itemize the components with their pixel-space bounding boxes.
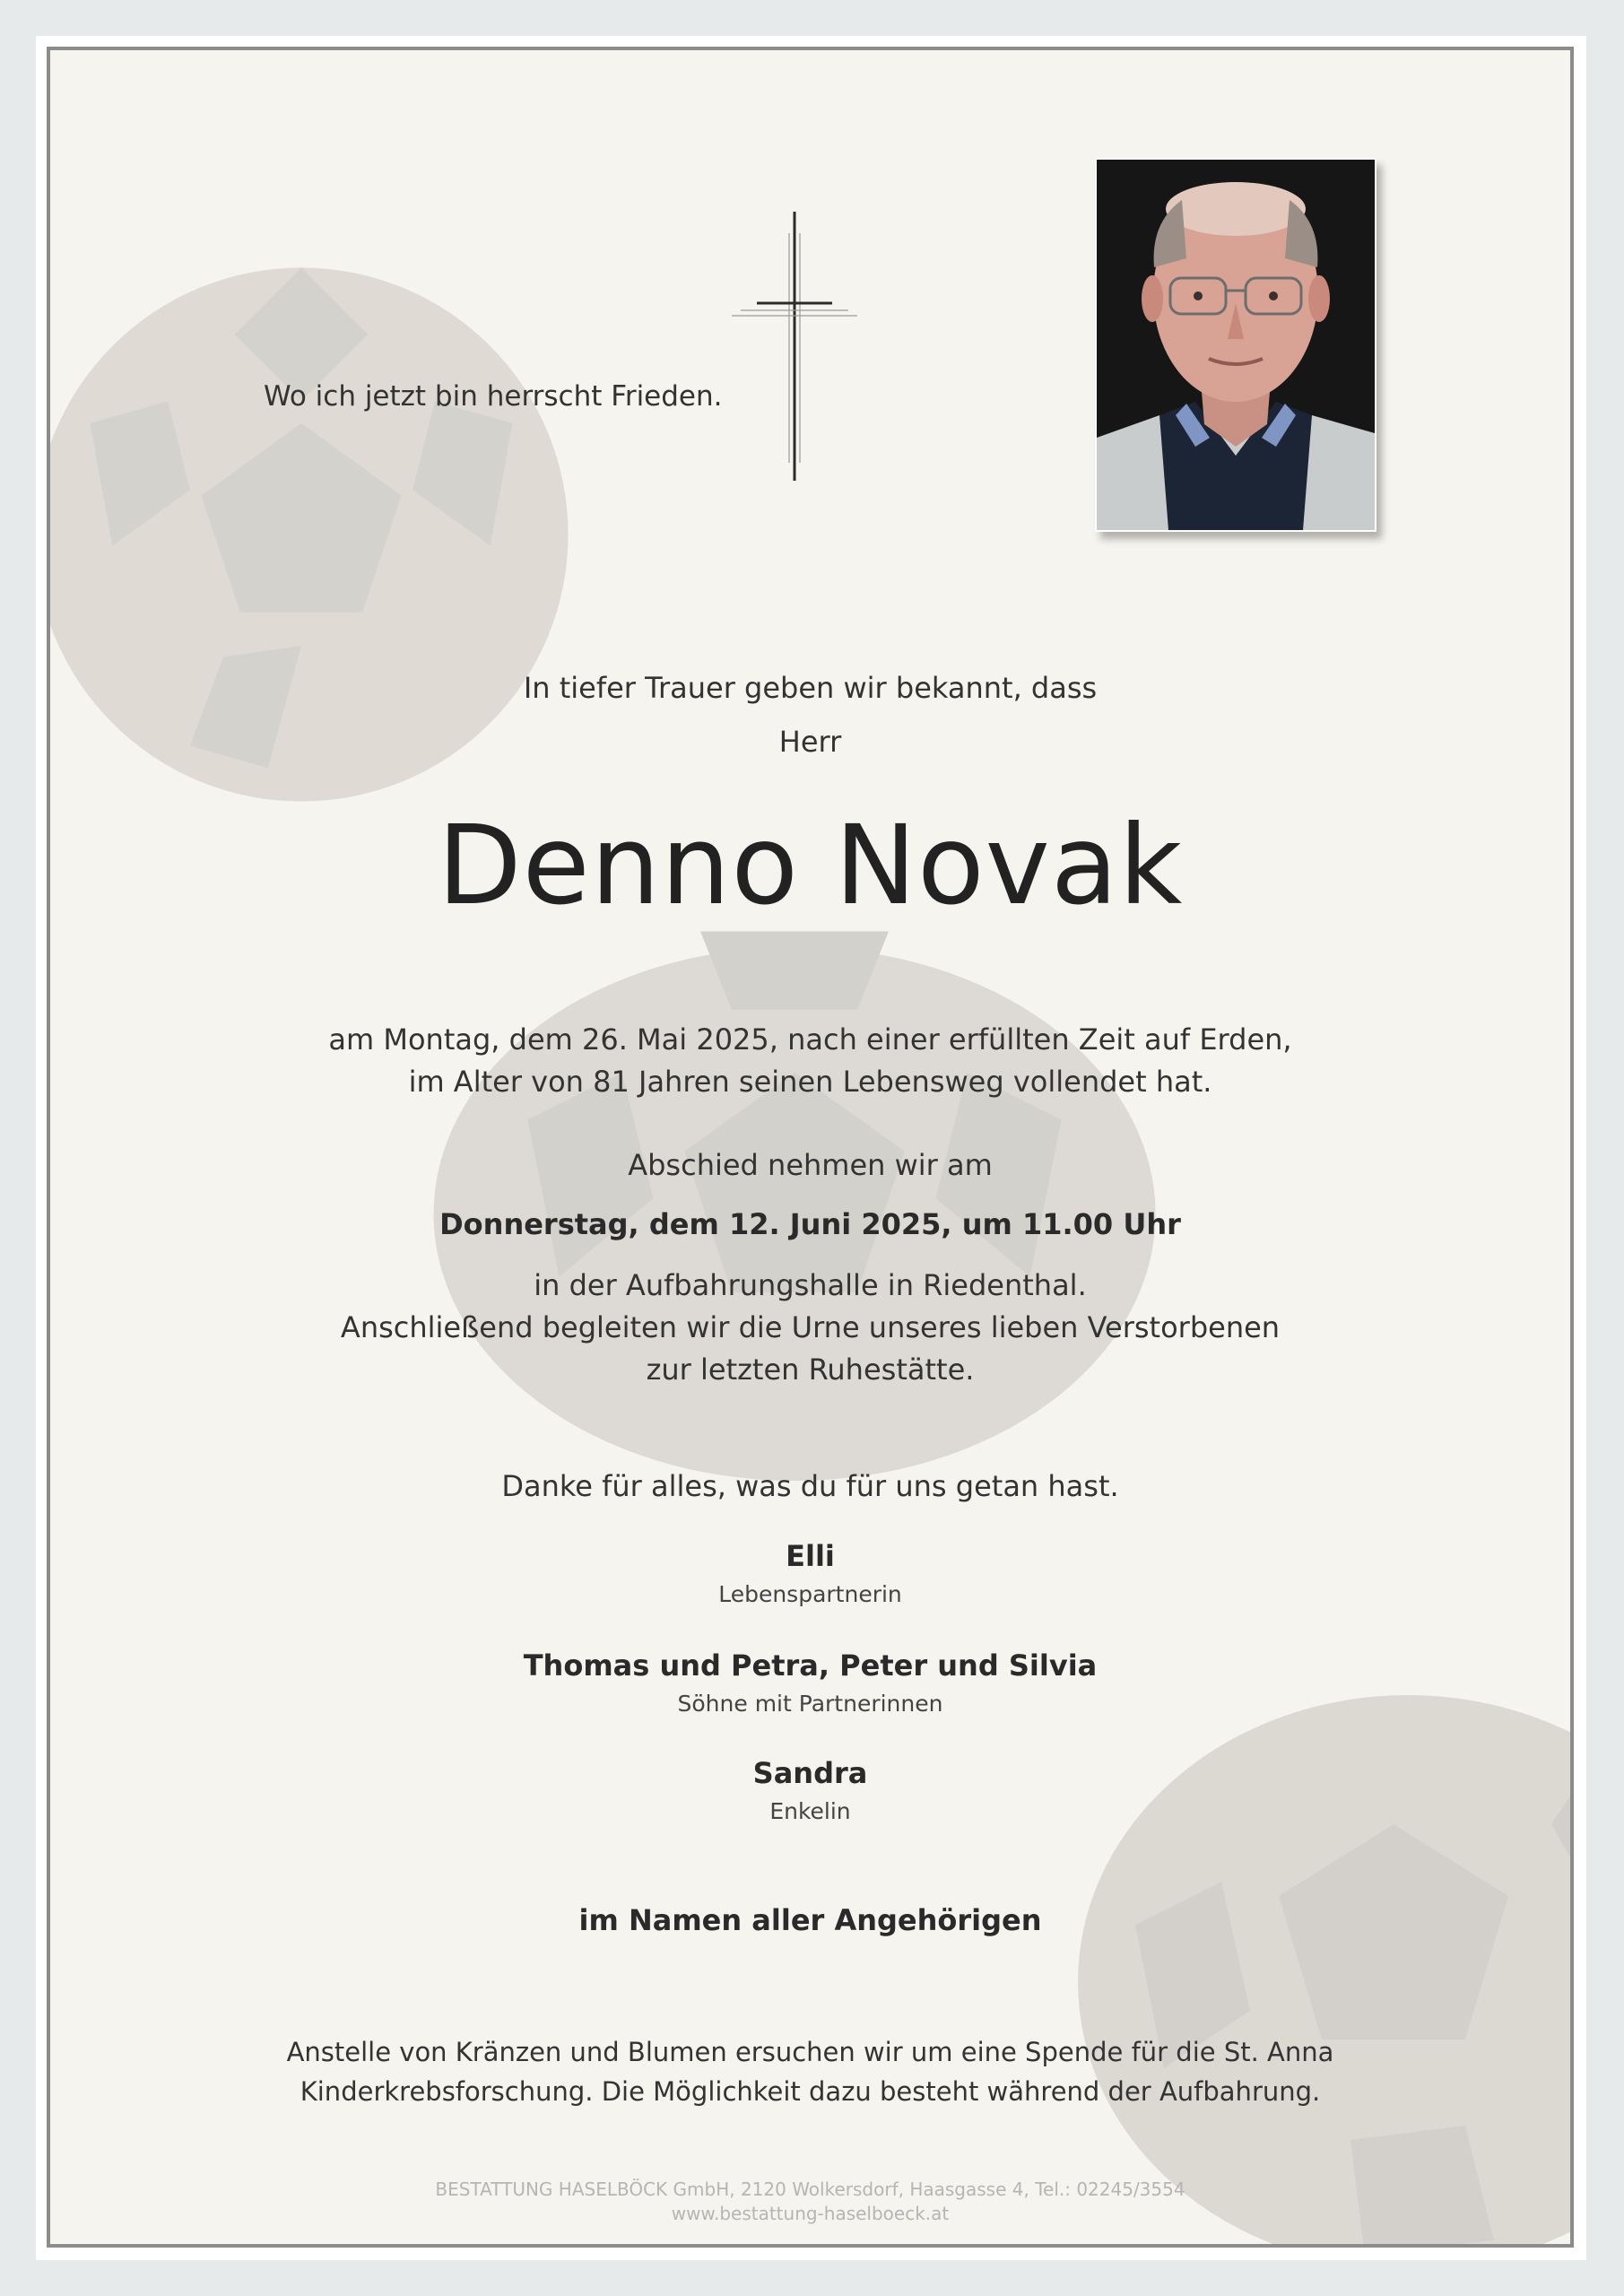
motto-quote: Wo ich jetzt bin herrscht Frieden. bbox=[264, 380, 723, 413]
location-line-3: zur letzten Ruhestätte. bbox=[646, 1352, 975, 1387]
intro-text: In tiefer Trauer geben wir bekannt, dass bbox=[523, 671, 1098, 705]
location-line-1: in der Aufbahrungshalle in Riedenthal. bbox=[534, 1268, 1087, 1302]
portrait-image bbox=[1097, 160, 1375, 530]
donation-line-2: Kinderkrebsforschung. Die Möglichkeit dazu besteht während der Aufbahrung. bbox=[300, 2076, 1321, 2107]
on-behalf-text: im Namen aller Angehörigen bbox=[578, 1903, 1042, 1937]
background-football-icon bbox=[391, 884, 1198, 1512]
thanks-text: Danke für alles, was du für uns getan hast. bbox=[501, 1469, 1119, 1503]
obituary-frame bbox=[47, 47, 1574, 2248]
farewell-date: Donnerstag, dem 12. Juni 2025, um 11.00 Uhr bbox=[439, 1207, 1181, 1241]
footer-company: BESTATTUNG HASELBÖCK GmbH, 2120 Wolkersdorf, Haasgasse 4, Tel.: 02245/3554 bbox=[435, 2179, 1185, 2200]
footer-website[interactable]: www.bestattung-haselboeck.at bbox=[671, 2203, 950, 2224]
mourner-relation: Lebenspartnerin bbox=[718, 1581, 902, 1607]
mourner-relation: Söhne mit Partnerinnen bbox=[677, 1691, 943, 1717]
deceased-portrait-photo bbox=[1095, 158, 1376, 532]
background-football-icon bbox=[992, 1638, 1574, 2248]
cross-icon bbox=[732, 212, 857, 481]
donation-line-1: Anstelle von Kränzen und Blumen ersuchen wir um eine Spende für die St. Anna bbox=[286, 2037, 1334, 2067]
mourner-name: Sandra bbox=[752, 1756, 868, 1790]
location-line-2: Anschließend begleiten wir die Urne unseres lieben Verstorbenen bbox=[340, 1310, 1281, 1344]
deceased-name: Denno Novak bbox=[437, 802, 1184, 929]
farewell-intro: Abschied nehmen wir am bbox=[628, 1148, 993, 1182]
death-line-1: am Montag, dem 26. Mai 2025, nach einer erfüllten Zeit auf Erden, bbox=[328, 1022, 1292, 1057]
mourner-name: Elli bbox=[786, 1539, 835, 1573]
mourner-relation: Enkelin bbox=[769, 1798, 851, 1824]
salutation-text: Herr bbox=[778, 725, 842, 759]
mourner-name: Thomas und Petra, Peter und Silvia bbox=[523, 1648, 1098, 1683]
death-line-2: im Alter von 81 Jahren seinen Lebensweg vollendet hat. bbox=[408, 1065, 1212, 1099]
